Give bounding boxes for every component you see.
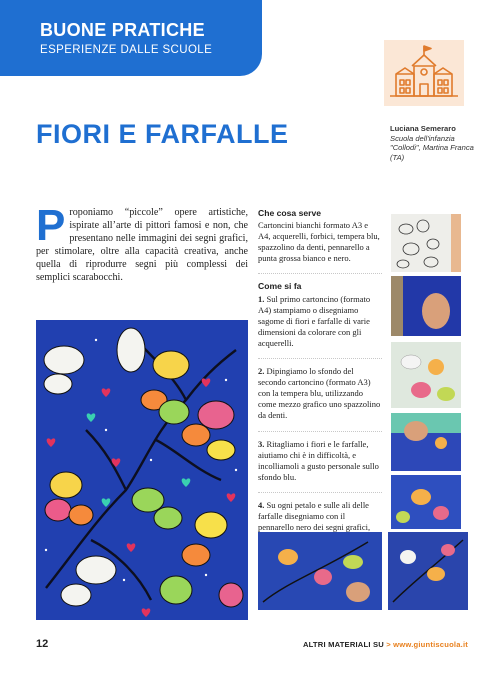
step-number: 1. [258, 293, 265, 304]
section-subtitle: ESPERIENZE DALLE SCUOLE [40, 44, 213, 56]
photo-finished-2 [388, 532, 468, 610]
photo-outlines [391, 214, 461, 272]
arrow-icon: > [386, 640, 391, 649]
step-number: 3. [258, 438, 265, 449]
divider [258, 492, 382, 493]
divider [258, 431, 382, 432]
photo-decorating [391, 475, 461, 529]
intro-paragraph [36, 201, 248, 284]
step-text: Sul primo cartoncino (formato A4) stampiamo o disegniamo sagome di fiori e farfalle di varie dimensioni da colorare con gli acquerelli. [258, 293, 371, 348]
school-icon [384, 40, 464, 106]
step-number: 2. [258, 366, 265, 377]
step-3 [258, 439, 382, 483]
intro-text: roponiamo “piccole” opere artistiche, ispirate all’arte di pittori famosi e non, che presentano nelle immagini dei segni grafici, per stimolare, oltre alla capacità creativa, anche quella di riprodurre segni più complessi dei semplici scarabocchi. [36, 207, 248, 283]
photo-finished-1 [258, 532, 382, 610]
section-header [0, 0, 262, 76]
step-number: 4. [258, 499, 265, 510]
instructions-column [258, 208, 382, 564]
divider [258, 273, 382, 274]
author-affiliation: Scuola dell'infanzia "Collodi", Martina Franca (TA) [390, 133, 474, 162]
page-number: 12 [36, 638, 49, 650]
divider [258, 358, 382, 359]
photo-cutouts [391, 342, 461, 408]
materials-title: Che cosa serve [258, 208, 322, 218]
drop-cap: P [36, 201, 66, 250]
hand-strip [451, 214, 461, 272]
step-text: Dipingiamo lo sfondo del secondo cartoncino (formato A3) con la tempera blu, utilizzando come mezzo grafico uno spazzolino da denti. [258, 366, 381, 421]
photo-blue-painting [391, 276, 461, 336]
website-link[interactable]: www.giuntiscuola.it [393, 640, 468, 649]
author-block [390, 124, 486, 162]
photo-gluing [391, 413, 461, 471]
step-1 [258, 294, 382, 349]
author-name: Luciana Semeraro [390, 124, 456, 133]
more-label: ALTRI MATERIALI SU [302, 640, 384, 649]
flowers-butterflies-artwork [36, 320, 248, 620]
step-text: Ritagliamo i fiori e le farfalle, aiutiamo chi è in difficoltà, e incolliamoli a gusto personale sullo sfondo blu. [258, 438, 379, 482]
more-materials [303, 640, 468, 649]
article-title: FIORI E FARFALLE [36, 119, 289, 149]
section-title: BUONE PRATICHE [40, 20, 205, 40]
materials-text: Cartoncini bianchi formato A3 e A4, acquerelli, forbici, tempera blu, spazzolino da denti, pennarello a punta grossa bianco e nero. [258, 220, 380, 264]
steps-title: Come si fa [258, 281, 302, 292]
page-footer [36, 638, 468, 652]
step-2 [258, 366, 382, 421]
step-text: Su ogni petalo e sulle ali delle farfalle disegniamo con il pennarello nero dei segni grafici, [258, 499, 371, 533]
